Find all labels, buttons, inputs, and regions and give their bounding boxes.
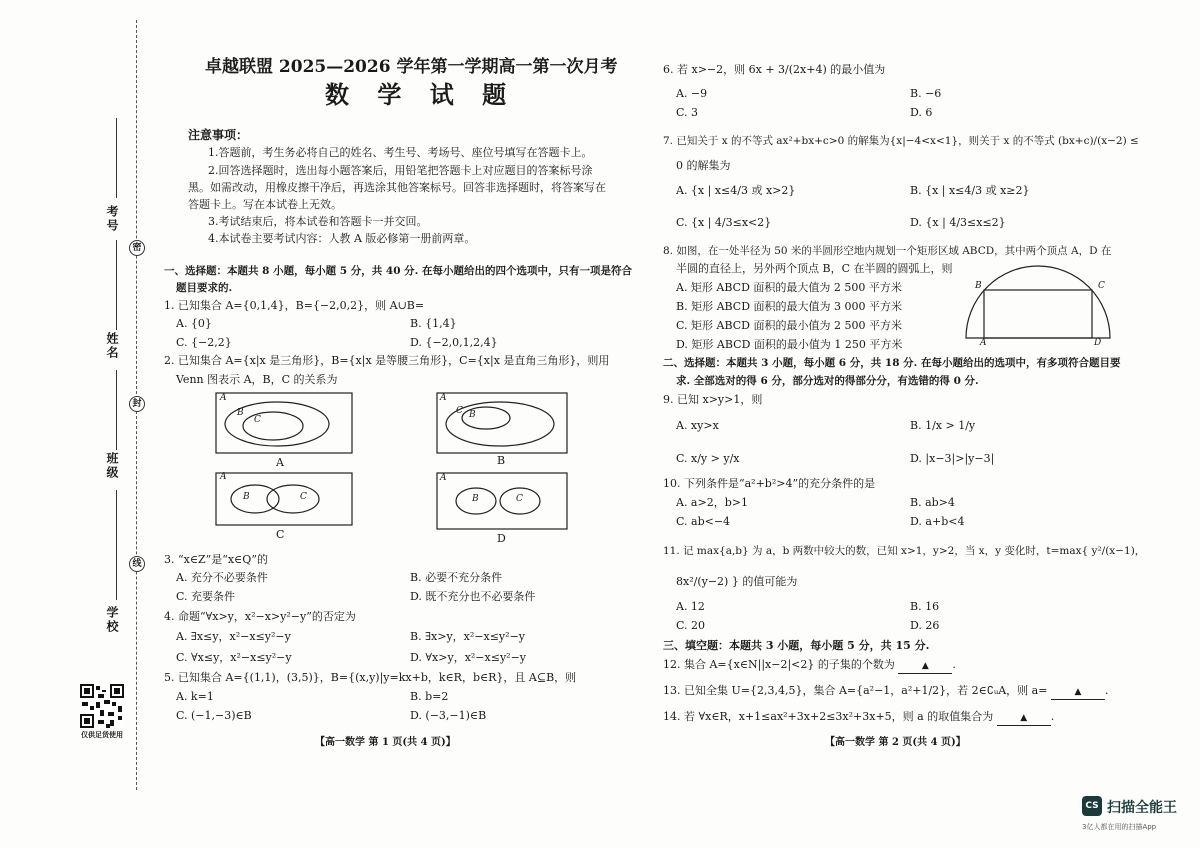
label-xuexiao: 学校 — [105, 606, 119, 634]
q13-text: 13. 已知全集 U={2,3,4,5}，集合 A={a²−1，a²+1/2}，若 2∈∁ᵤA，则 a= — [663, 684, 1048, 697]
q5-option-a: A. k=1 — [176, 690, 214, 703]
q9-option-a: A. xy>x — [676, 419, 719, 432]
footer-page-1: 【高一数学 第 1 页(共 4 页)】 — [315, 737, 456, 748]
xuexiao-line — [116, 490, 117, 600]
venn-c-set-b: B — [243, 492, 250, 502]
q7-option-b: B. {x | x≤4/3 或 x≥2} — [910, 184, 1030, 197]
q8-option-a: A. 矩形 ABCD 面积的最大值为 2 500 平方米 — [676, 281, 902, 294]
q13-answer-blank: ▲ — [1051, 685, 1105, 700]
venn-b-set-a: A — [440, 393, 447, 403]
venn-a-set-c: C — [254, 415, 261, 425]
footer-page-2: 【高一数学 第 2 页(共 4 页)】 — [825, 737, 966, 748]
label-xingming: 姓名 — [105, 332, 119, 360]
q1-option-a: A. {0} — [176, 317, 212, 330]
q10-option-a: A. a>2，b>1 — [676, 496, 748, 509]
q4-stem: 4. 命题“∀x>y，x²−x>y²−y”的否定为 — [164, 610, 356, 623]
q13-stem — [663, 684, 1108, 700]
seal-mark-feng: 封 — [129, 396, 145, 412]
notice-line: 1.答题前，考生务必将自己的姓名、考生号、考场号、座位号填写在答题卡上。 — [208, 146, 593, 159]
q7-option-a: A. {x | x≤4/3 或 x>2} — [676, 184, 796, 197]
banji-line — [116, 370, 117, 450]
point-a: A — [980, 338, 987, 348]
section-3-heading: 三、填空题：本题共 3 小题，每小题 5 分，共 15 分. — [663, 639, 930, 652]
venn-caption-b: B — [497, 454, 506, 467]
camscanner-name: 扫描全能王 — [1107, 800, 1177, 816]
q4-option-c: C. ∀x≤y，x²−x≤y²−y — [176, 651, 292, 664]
qr-note: 仅供足货使用 — [81, 730, 123, 739]
q8-option-c: C. 矩形 ABCD 面积的最小值为 2 500 平方米 — [676, 319, 902, 332]
q11-option-b: B. 16 — [910, 600, 940, 613]
xingming-line — [116, 240, 117, 330]
point-b: B — [975, 281, 982, 291]
q6-option-b: B. −6 — [910, 87, 942, 100]
q1-option-b: B. {1,4} — [410, 317, 457, 330]
notice-line: 2.回答选择题时，选出每小题答案后，用铅笔把答题卡上对应题目的答案标号涂 — [208, 164, 593, 177]
venn-caption-a: A — [276, 456, 284, 469]
q9-option-c: C. x/y > y/x — [676, 452, 740, 465]
q12-stem — [663, 658, 956, 674]
q3-option-d: D. 既不充分也不必要条件 — [410, 590, 536, 603]
section-1-heading: 题目要求的. — [176, 282, 233, 294]
q8-stem: 半圆的直径上，另外两个顶点 B，C 在半圆的圆弧上，则 — [676, 262, 953, 275]
q1-option-c: C. {−2,2} — [176, 336, 232, 349]
q14-stem — [663, 710, 1054, 726]
venn-diagram-c — [215, 472, 353, 526]
notice-line: 3.考试结束后，将本试卷和答题卡一并交回。 — [208, 215, 428, 228]
venn-caption-c: C — [276, 528, 285, 541]
venn-b-set-c: C — [456, 406, 463, 416]
section-1-heading: 一、选择题：本题共 8 小题，每小题 5 分，共 40 分. 在每小题给出的四个选项中，只有一项是符合 — [164, 265, 632, 277]
q10-option-c: C. ab<−4 — [676, 515, 731, 528]
camscanner-logo-icon: CS — [1082, 796, 1102, 816]
q9-option-b: B. 1/x > 1/y — [910, 419, 976, 432]
exam-title: 卓越联盟 2025—2026 学年第一学期高一第一次月考 — [205, 57, 618, 77]
venn-diagram-a — [215, 392, 353, 454]
notice-line: 4.本试卷主要考试内容：人教 A 版必修第一册前两章。 — [208, 232, 476, 245]
q5-option-d: D. (−3,−1)∈B — [410, 709, 487, 722]
notice-line: 黑。如需改动，用橡皮擦干净后，再选涂其他答案标号。回答非选择题时，将答案写在 — [188, 181, 606, 194]
venn-c-set-a: A — [220, 472, 227, 482]
q3-stem: 3. “x∈Z”是“x∈Q”的 — [164, 553, 269, 566]
semicircle-diagram — [964, 262, 1116, 342]
binding-strip — [0, 0, 150, 848]
q7-stem: 0 的解集为 — [676, 159, 731, 172]
q11-stem: 8x²/(y−2) } 的值可能为 — [676, 575, 798, 588]
q14-period: . — [1050, 710, 1055, 723]
subject-title: 数 学 试 题 — [325, 80, 517, 109]
point-c: C — [1098, 281, 1105, 291]
q9-option-d: D. |x−3|>|y−3| — [910, 452, 995, 465]
q6-option-a: A. −9 — [676, 87, 708, 100]
kaohao-line — [116, 118, 117, 198]
venn-d-set-b: B — [472, 494, 479, 504]
q7-option-d: D. {x | 4/3≤x≤2} — [910, 216, 1006, 229]
notice-line: 答题卡上。写在本试卷上无效。 — [188, 198, 342, 211]
venn-b-set-b: B — [469, 410, 476, 420]
section-2-heading: 求. 全部选对的得 6 分，部分选对的得部分分，有选错的得 0 分. — [676, 375, 979, 387]
venn-diagram-d — [436, 472, 568, 530]
q12-text: 12. 集合 A={x∈N||x−2|<2} 的子集的个数为 — [663, 658, 895, 671]
camscanner-slogan: 3亿人都在用的扫描App — [1082, 823, 1157, 831]
q5-option-c: C. (−1,−3)∈B — [176, 709, 252, 722]
qr-code-icon — [80, 684, 124, 728]
label-banji: 班级 — [105, 452, 119, 480]
q2-stem: 2. 已知集合 A={x|x 是三角形}，B={x|x 是等腰三角形}，C={x|x 是直角三角形}，则用 — [164, 354, 610, 367]
label-kaohao: 考号 — [105, 205, 119, 233]
q12-period: . — [952, 658, 956, 671]
seal-mark-mi: 密 — [129, 240, 145, 256]
q8-option-b: B. 矩形 ABCD 面积的最大值为 3 000 平方米 — [676, 300, 903, 313]
venn-diagram-b — [436, 392, 568, 454]
notice-heading: 注意事项： — [188, 128, 249, 142]
q4-option-b: B. ∃x>y，x²−x≤y²−y — [410, 630, 525, 643]
q5-stem: 5. 已知集合 A={(1,1)，(3,5)}，B={(x,y)|y=kx+b，k∈R，b∈R}，且 A⊆B，则 — [164, 671, 577, 684]
q7-option-c: C. {x | 4/3≤x<2} — [676, 216, 772, 229]
q3-option-b: B. 必要不充分条件 — [410, 571, 503, 584]
q10-option-d: D. a+b<4 — [910, 515, 965, 528]
q9-stem: 9. 已知 x>y>1，则 — [663, 393, 763, 406]
q7-stem: 7. 已知关于 x 的不等式 ax²+bx+c>0 的解集为{x|−4<x<1}，则关于 x 的不等式 (bx+c)/(x−2) ≤ — [663, 135, 1139, 147]
q6-option-d: D. 6 — [910, 106, 933, 119]
q6-stem: 6. 若 x>−2，则 6x + 3/(2x+4) 的最小值为 — [663, 63, 886, 76]
q8-option-d: D. 矩形 ABCD 面积的最小值为 1 250 平方米 — [676, 338, 903, 351]
q10-stem: 10. 下列条件是“a²+b²>4”的充分条件的是 — [663, 477, 876, 490]
venn-d-set-a: A — [440, 473, 447, 483]
q1-stem: 1. 已知集合 A={0,1,4}，B={−2,0,2}，则 A∪B= — [164, 299, 425, 312]
section-2-heading: 二、选择题：本题共 3 小题，每小题 6 分，共 18 分. 在每小题给出的选项中，有多项符合题目要 — [663, 357, 1121, 369]
q14-text: 14. 若 ∀x∈R，x+1≤ax²+3x+2≤3x²+3x+5，则 a 的取值集合为 — [663, 710, 994, 723]
point-d: D — [1094, 338, 1102, 348]
q11-option-c: C. 20 — [676, 619, 706, 632]
venn-c-set-c: C — [300, 492, 307, 502]
q1-option-d: D. {−2,0,1,2,4} — [410, 336, 498, 349]
venn-a-set-a: A — [220, 393, 227, 403]
q5-option-b: B. b=2 — [410, 690, 449, 703]
venn-caption-d: D — [497, 532, 506, 545]
q11-stem: 11. 记 max{a,b} 为 a，b 两数中较大的数，已知 x>1，y>2，当 x，y 变化时，t=max{ y²/(x−1)， — [663, 545, 1146, 557]
q6-option-c: C. 3 — [676, 106, 699, 119]
q3-option-a: A. 充分不必要条件 — [176, 571, 268, 584]
venn-a-set-b: B — [237, 408, 244, 418]
venn-d-set-c: C — [516, 494, 523, 504]
seal-mark-xian: 线 — [129, 556, 145, 572]
q14-answer-blank: ▲ — [997, 711, 1051, 726]
q12-answer-blank: ▲ — [898, 659, 952, 674]
q13-period: . — [1104, 684, 1109, 697]
q4-option-a: A. ∃x≤y，x²−x≤y²−y — [176, 630, 291, 643]
q11-option-d: D. 26 — [910, 619, 940, 632]
q10-option-b: B. ab>4 — [910, 496, 955, 509]
q8-stem: 8. 如图，在一处半径为 50 米的半圆形空地内规划一个矩形区域 ABCD，其中两个顶点 A，D 在 — [663, 245, 1112, 257]
q11-option-a: A. 12 — [676, 600, 705, 613]
q2-stem: Venn 图表示 A，B，C 的关系为 — [176, 373, 338, 386]
q4-option-d: D. ∀x>y，x²−x≤y²−y — [410, 651, 526, 664]
q3-option-c: C. 充要条件 — [176, 590, 236, 603]
